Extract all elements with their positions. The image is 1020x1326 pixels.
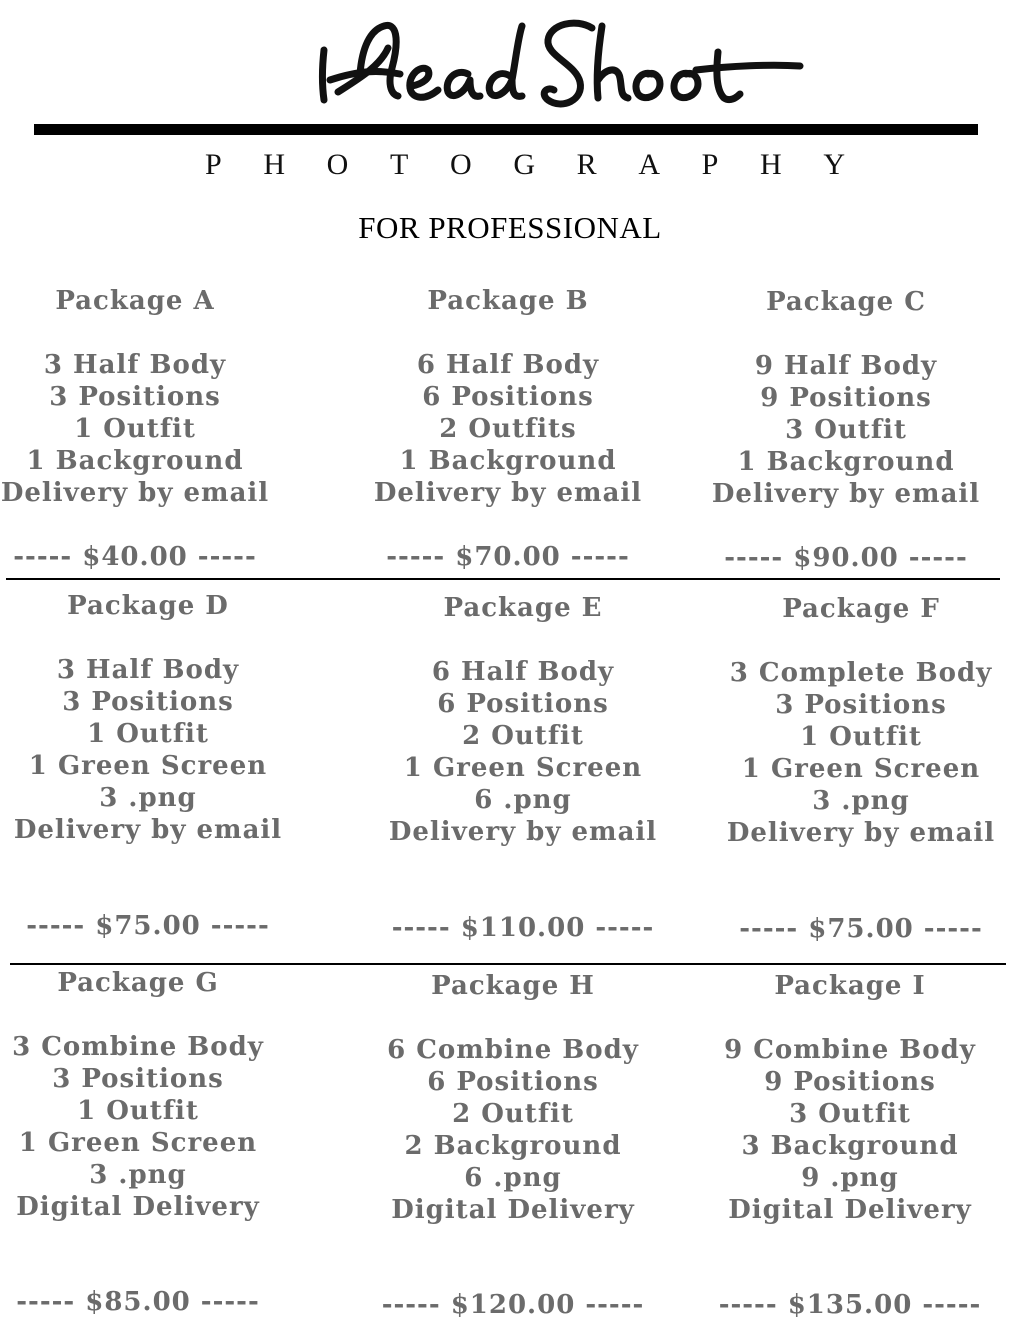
package-feature: 6 .png (464, 1163, 562, 1193)
package-feature: 1 Outfit (74, 414, 196, 444)
package-feature: 9 Positions (760, 383, 932, 413)
package-price: ----- $40.00 ----- (13, 542, 257, 572)
package-feature: 1 Background (737, 447, 955, 477)
package-feature: Delivery by email (0, 478, 270, 508)
package-feature: 3 Half Body (56, 655, 240, 685)
package-feature: Digital Delivery (16, 1192, 260, 1222)
package-feature: 1 Green Screen (28, 751, 268, 781)
package-feature: 6 Combine Body (387, 1035, 639, 1065)
package-h (343, 970, 683, 1326)
package-price: ----- $75.00 ----- (739, 914, 983, 944)
package-price: ----- $70.00 ----- (386, 542, 630, 572)
package-feature: 1 Background (399, 446, 617, 476)
package-g (0, 967, 308, 1323)
row-divider (6, 578, 1000, 580)
photography-subtitle (205, 148, 845, 182)
package-feature: 1 Green Screen (741, 754, 981, 784)
package-feature: Delivery by email (388, 817, 658, 847)
package-feature: 3 Background (741, 1131, 959, 1161)
package-title: Package B (427, 286, 589, 316)
package-price: ----- $85.00 ----- (16, 1287, 260, 1317)
package-title: Package I (774, 971, 926, 1001)
subtitle-letter: H (263, 148, 286, 181)
head-shoot-script-logo (300, 8, 820, 118)
package-feature: Digital Delivery (728, 1195, 972, 1225)
package-price: ----- $90.00 ----- (724, 543, 968, 573)
package-feature: Delivery by email (373, 478, 643, 508)
header-divider (34, 124, 978, 135)
subtitle-letter: G (513, 148, 535, 181)
package-i (680, 970, 1020, 1326)
package-feature: Delivery by email (711, 479, 981, 509)
package-price: ----- $120.00 ----- (381, 1290, 645, 1320)
package-feature: 3 .png (89, 1160, 187, 1190)
package-c (676, 286, 1016, 576)
package-d (0, 590, 318, 946)
package-feature: 9 Combine Body (724, 1035, 976, 1065)
subtitle-letter: A (638, 148, 660, 181)
package-feature: 9 Positions (764, 1067, 936, 1097)
package-a (0, 285, 305, 575)
package-feature: 1 Outfit (77, 1096, 199, 1126)
package-feature: 9 Half Body (754, 351, 938, 381)
package-feature: 6 Half Body (431, 657, 615, 687)
package-feature: 1 Outfit (800, 722, 922, 752)
package-feature: 6 Positions (437, 689, 609, 719)
package-title: Package E (443, 593, 603, 623)
package-title: Package C (766, 287, 926, 317)
package-feature: 3 Positions (52, 1064, 224, 1094)
package-feature: 2 Outfit (452, 1099, 574, 1129)
package-feature: 3 Half Body (43, 350, 227, 380)
package-feature: 3 Positions (775, 690, 947, 720)
page-heading: FOR PROFESSIONAL (358, 210, 662, 245)
package-feature: 3 Positions (62, 687, 234, 717)
package-feature: 2 Background (404, 1131, 622, 1161)
subtitle-letter: T (390, 148, 409, 181)
package-b (338, 285, 678, 575)
package-feature: 1 Background (26, 446, 244, 476)
subtitle-letter: O (449, 148, 472, 181)
package-e (353, 592, 693, 948)
row-divider (10, 963, 1006, 965)
package-feature: Delivery by email (13, 815, 283, 845)
package-feature: 3 Combine Body (12, 1032, 264, 1062)
subtitle-letter: Y (823, 148, 845, 181)
package-feature: 6 Half Body (416, 350, 600, 380)
package-feature: 3 Positions (49, 382, 221, 412)
package-feature: Digital Delivery (391, 1195, 635, 1225)
package-feature: 1 Green Screen (18, 1128, 258, 1158)
package-feature: 3 .png (812, 786, 910, 816)
package-feature: 2 Outfit (462, 721, 584, 751)
subtitle-letter: P (701, 148, 719, 181)
package-price: ----- $110.00 ----- (391, 913, 655, 943)
package-feature: 1 Outfit (87, 719, 209, 749)
package-feature: 3 .png (99, 783, 197, 813)
package-title: Package D (67, 591, 229, 621)
package-feature: 6 .png (474, 785, 572, 815)
package-title: Package H (431, 971, 595, 1001)
brand-logo (300, 8, 820, 118)
package-feature: Delivery by email (726, 818, 996, 848)
package-price: ----- $75.00 ----- (26, 911, 270, 941)
package-feature: 6 Positions (422, 382, 594, 412)
subtitle-letter: H (759, 148, 782, 181)
package-title: Package G (57, 968, 219, 998)
package-price: ----- $135.00 ----- (718, 1290, 982, 1320)
subtitle-letter: R (576, 148, 597, 181)
package-title: Package A (55, 286, 215, 316)
subtitle-letter: P (205, 148, 222, 181)
package-feature: 6 Positions (427, 1067, 599, 1097)
package-feature: 3 Complete Body (729, 658, 993, 688)
package-feature: 3 Outfit (789, 1099, 911, 1129)
package-feature: 9 .png (801, 1163, 899, 1193)
package-feature: 3 Outfit (785, 415, 907, 445)
package-feature: 1 Green Screen (403, 753, 643, 783)
package-feature: 2 Outfits (439, 414, 577, 444)
package-f (691, 593, 1020, 949)
subtitle-letter: O (326, 148, 349, 181)
package-title: Package F (782, 594, 940, 624)
